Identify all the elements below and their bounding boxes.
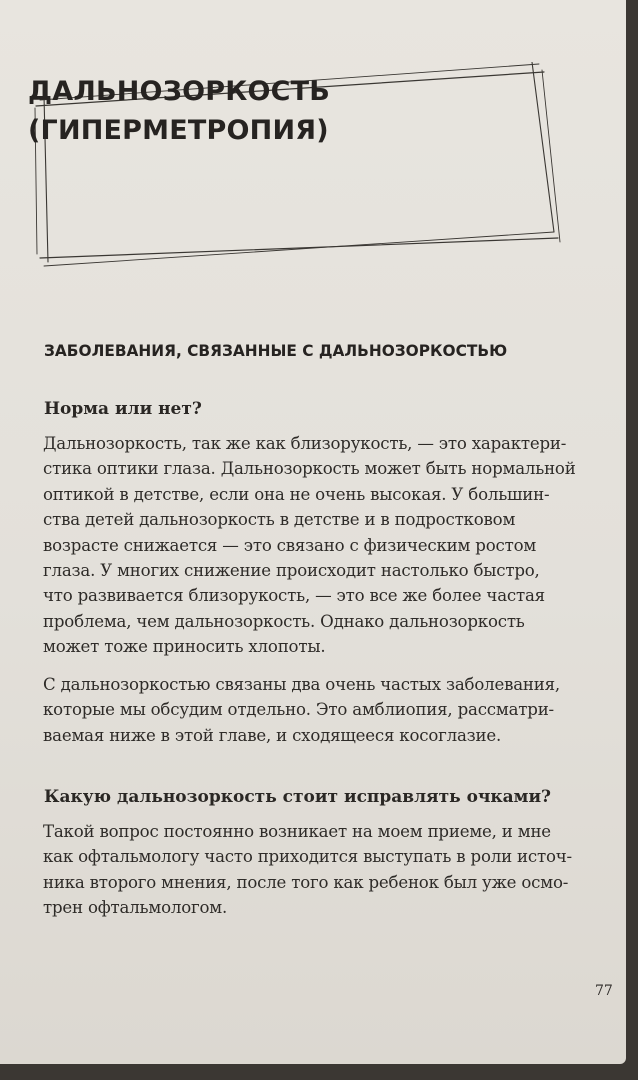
text-line: возрасте снижается — это связано с физическим ростом xyxy=(43,535,537,555)
text-line: трен офтальмологом. xyxy=(43,898,228,918)
section-heading: ЗАБОЛЕВАНИЯ, СВЯЗАННЫЕ С ДАЛЬНОЗОРКОСТЬЮ xyxy=(44,341,508,360)
subsection-heading-norm: Норма или нет? xyxy=(44,399,202,419)
chapter-title-line-2: (ГИПЕРМЕТРОПИЯ) xyxy=(28,115,329,146)
subsection-heading-glasses: Какую дальнозоркость стоит исправлять очками? xyxy=(44,787,552,807)
text-line: проблема, чем дальнозоркость. Однако дальнозоркость xyxy=(43,611,525,631)
text-line: ника второго мнения, после того как ребенок был уже осмо- xyxy=(43,872,569,892)
text-line: может тоже приносить хлопоты. xyxy=(43,637,326,657)
text-line: ваемая ниже в этой главе, и сходящееся косоглазие. xyxy=(43,725,502,745)
text-line: С дальнозоркостью связаны два очень частых заболевания, xyxy=(43,675,560,694)
text-line: как офтальмологу часто приходится выступать в роли источ- xyxy=(43,847,572,867)
chapter-title xyxy=(28,72,330,150)
page-number: 77 xyxy=(595,983,613,999)
text-line: которые мы обсудим отдельно. Это амблиопия, рассматри- xyxy=(43,700,554,720)
text-line: Такой вопрос постоянно возникает на моем приеме, и мне xyxy=(43,822,551,841)
chapter-title-line-1: ДАЛЬНОЗОРКОСТЬ xyxy=(28,76,331,107)
paragraph-norm-2 xyxy=(43,672,560,748)
text-line: ства детей дальнозоркость в детстве и в подростковом xyxy=(43,510,516,530)
text-line: оптикой в детстве, если она не очень высокая. У большин- xyxy=(43,484,550,504)
text-line: что развивается близорукость, — это все же более частая xyxy=(43,586,545,606)
text-line: Дальнозоркость, так же как близорукость, — это характери- xyxy=(43,434,567,453)
paragraph-glasses-1 xyxy=(43,819,572,921)
text-line: глаза. У многих снижение происходит настолько быстро, xyxy=(43,561,540,581)
text-line: стика оптики глаза. Дальнозоркость может быть нормальной xyxy=(43,459,576,479)
paragraph-norm-1 xyxy=(43,431,576,660)
